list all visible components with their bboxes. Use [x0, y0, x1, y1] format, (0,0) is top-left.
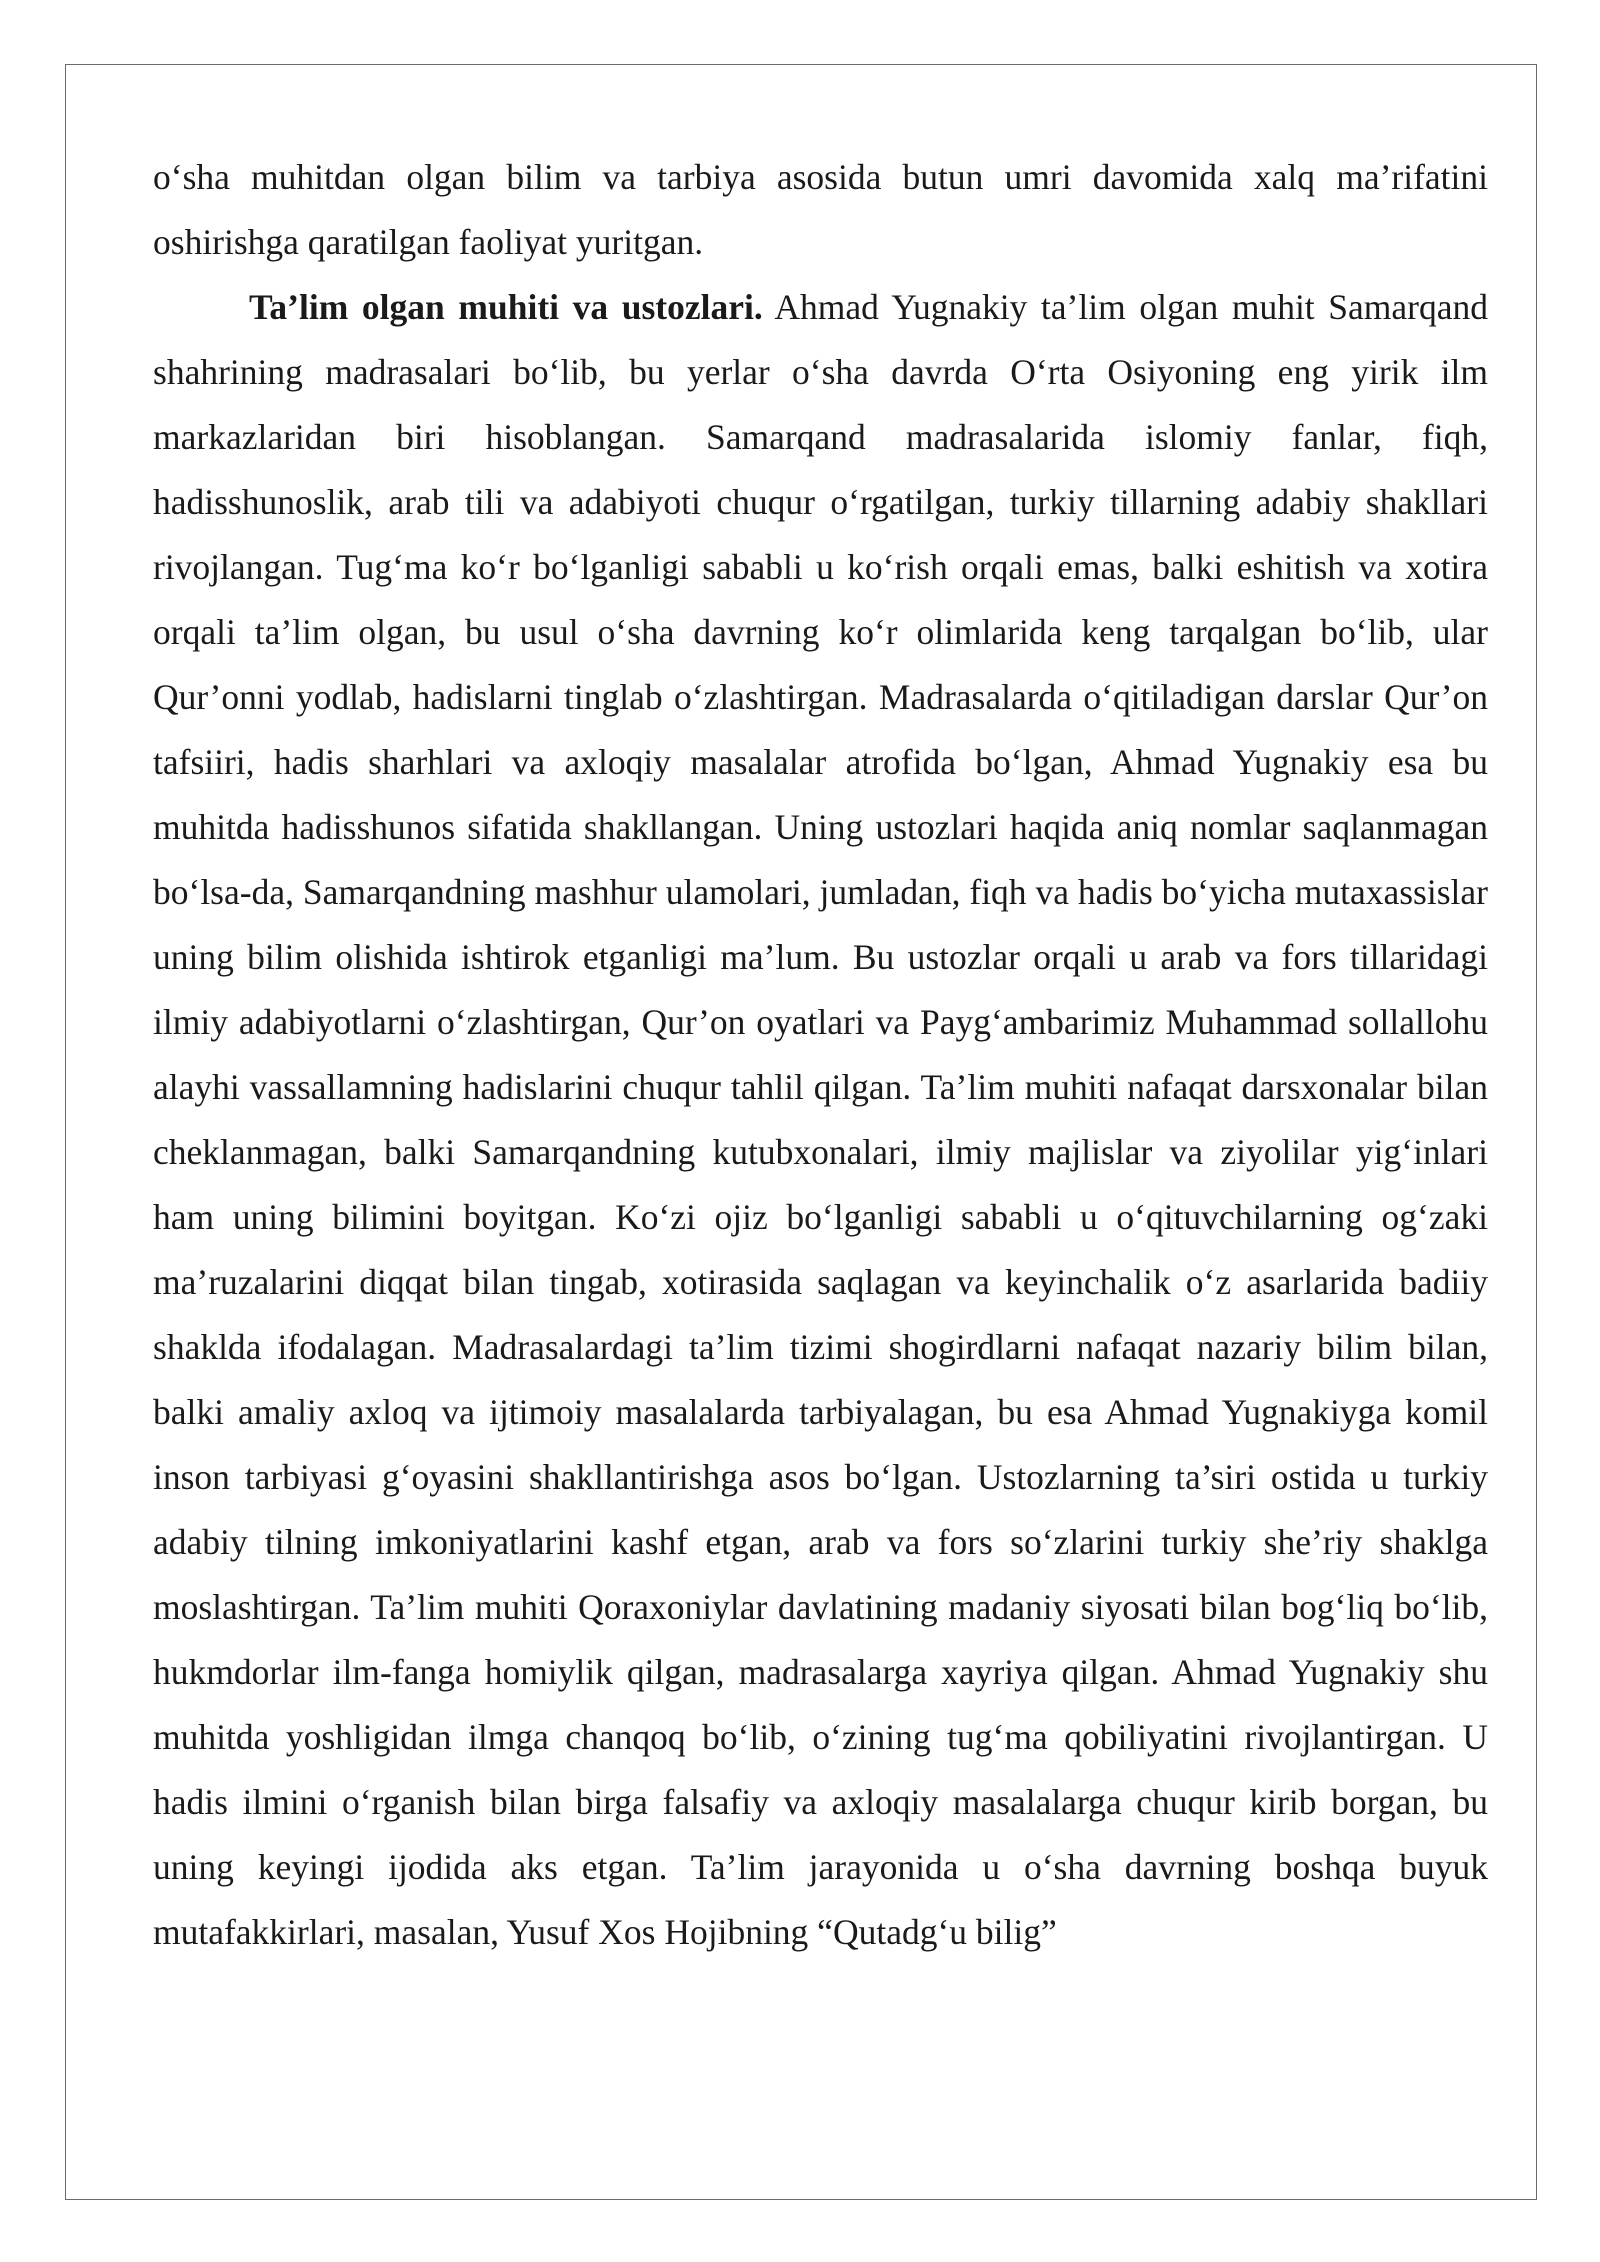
paragraph-continuation: o‘sha muhitdan olgan bilim va tarbiya asosida butun umri davomida xalq ma’rifatini oshirishga qaratilgan faoliyat yuritgan.	[153, 157, 1488, 262]
section-heading: Ta’lim olgan muhiti va ustozlari.	[249, 287, 763, 327]
paragraph-section	[153, 275, 1488, 1965]
document-body	[153, 145, 1488, 1965]
section-body-text: Ahmad Yugnakiy ta’lim olgan muhit Samarqand shahrining madrasalari bo‘lib, bu yerlar o‘sha davrda O‘rta Osiyoning eng yirik ilm markazlaridan biri hisoblangan. Samarqand madrasalarida islomiy fanlar, fiqh, hadisshunoslik, arab tili va adabiyoti chuqur o‘rgatilgan, turkiy tillarning adabiy shakllari rivojlangan. Tug‘ma ko‘r bo‘lganligi sababli u ko‘rish orqali emas, balki eshitish va xotira orqali ta’lim olgan, bu usul o‘sha davrning ko‘r olimlarida keng tarqalgan bo‘lib, ular Qur’onni yodlab, hadislarni tinglab o‘zlashtirgan. Madrasalarda o‘qitiladigan darslar Qur’on tafsiiri, hadis sharhlari va axloqiy masalalar atrofida bo‘lgan, Ahmad Yugnakiy esa bu muhitda hadisshunos sifatida shakllangan. Uning ustozlari haqida aniq nomlar saqlanmagan bo‘lsa-da, Samarqandning mashhur ulamolari, jumladan, fiqh va hadis bo‘yicha mutaxassislar uning bilim olishida ishtirok etganligi ma’lum. Bu ustozlar orqali u arab va fors tillaridagi ilmiy adabiyotlarni o‘zlashtirgan, Qur’on oyatlari va Payg‘ambarimiz Muhammad sollallohu alayhi vassallamning hadislarini chuqur tahlil qilgan. Ta’lim muhiti nafaqat darsxonalar bilan cheklanmagan, balki Samarqandning kutubxonalari, ilmiy majlislar va ziyolilar yig‘inlari ham uning bilimini boyitgan. Ko‘zi ojiz bo‘lganligi sababli u o‘qituvchilarning og‘zaki ma’ruzalarini diqqat bilan tingab, xotirasida saqlagan va keyinchalik o‘z asarlarida badiiy shaklda ifodalagan. Madrasalardagi ta’lim tizimi shogirdlarni nafaqat nazariy bilim bilan, balki amaliy axloq va ijtimoiy masalalarda tarbiyalagan, bu esa Ahmad Yugnakiyga komil inson tarbiyasi g‘oyasini shakllantirishga asos bo‘lgan. Ustozlarning ta’siri ostida u turkiy adabiy tilning imkoniyatlarini kashf etgan, arab va fors so‘zlarini turkiy she’riy shaklga moslashtirgan. Ta’lim muhiti Qoraxoniylar davlatining madaniy siyosati bilan bog‘liq bo‘lib, hukmdorlar ilm-fanga homiylik qilgan, madrasalarga xayriya qilgan. Ahmad Yugnakiy shu muhitda yoshligidan ilmga chanqoq bo‘lib, o‘zining tug‘ma qobiliyatini rivojlantirgan. U hadis ilmini o‘rganish bilan birga falsafiy va axloqiy masalalarga chuqur kirib borgan, bu uning keyingi ijodida aks etgan. Ta’lim jarayonida u o‘sha davrning boshqa buyuk mutafakkirlari, masalan, Yusuf Xos Hojibning “Qutadg‘u bilig”	[153, 287, 1488, 1952]
